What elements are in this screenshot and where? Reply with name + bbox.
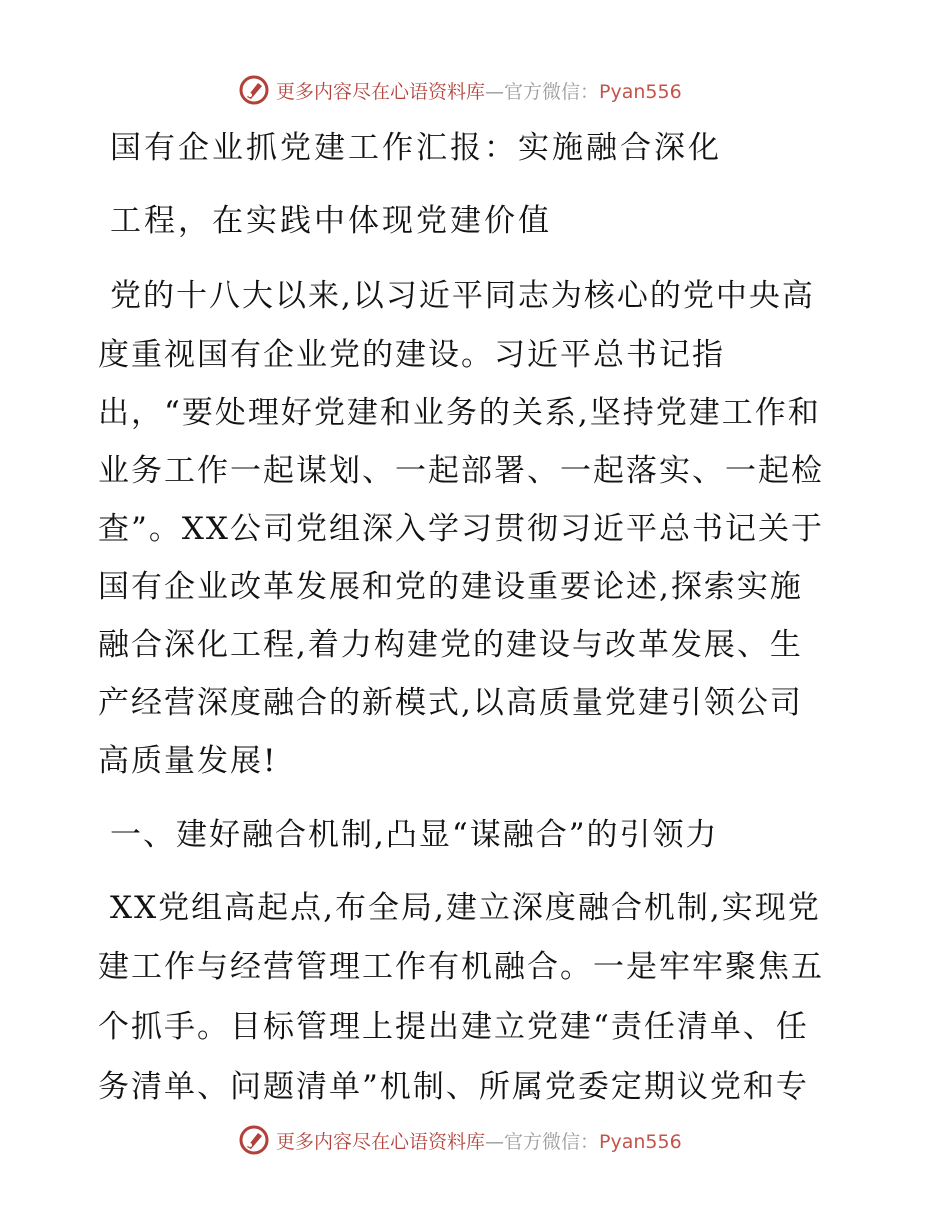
- footer-watermark: [238, 1123, 682, 1157]
- watermark-dash: —: [485, 80, 505, 103]
- watermark-text: [276, 77, 682, 104]
- watermark-main-text: 更多内容尽在心语资料库: [276, 1130, 486, 1153]
- document-title-line-2: 工程，在实践中体现党建价值: [110, 203, 552, 239]
- paragraph1-line-9: 高质量发展!: [98, 743, 278, 779]
- paragraph1-line-2: 度重视国有企业党的建设。习近平总书记指: [98, 337, 725, 373]
- paragraph1-line-4: 业务工作一起谋划、一起部署、一起落实、一起检: [98, 453, 824, 489]
- header-watermark: [238, 73, 682, 107]
- paragraph1-line-8: 产经营深度融合的新模式,以高质量党建引领公司: [98, 685, 803, 721]
- pen-nib-circle-logo-icon: [238, 74, 270, 106]
- paragraph1-line-5: 查”。XX公司党组深入学习贯彻习近平总书记关于: [98, 511, 824, 547]
- watermark-wechat-id: Pyan556: [599, 80, 682, 103]
- paragraph2-line-2: 建工作与经营管理工作有机融合。一是牢牢聚焦五: [98, 949, 824, 985]
- paragraph2-line-4: 务清单、问题清单”机制、所属党委定期议党和专: [98, 1069, 809, 1105]
- paragraph2-line-3: 个抓手。目标管理上提出建立党建“责任清单、任: [98, 1009, 809, 1045]
- paragraph1-line-1: 党的十八大以来,以习近平同志为核心的党中央高: [110, 278, 815, 314]
- document-title-line-1: 国有企业抓党建工作汇报：实施融合深化: [110, 130, 722, 166]
- watermark-wechat-id: Pyan556: [599, 1130, 682, 1153]
- paragraph2-line-1: XX党组高起点,布全局,建立深度融合机制,实现党: [110, 890, 821, 926]
- paragraph1-line-7: 融合深化工程,着力构建党的建设与改革发展、生: [98, 627, 803, 663]
- watermark-official-label: 官方微信：: [504, 80, 600, 103]
- paragraph1-line-3: 出，“要处理好党建和业务的关系,坚持党建工作和: [98, 395, 821, 431]
- watermark-text: [276, 1127, 682, 1154]
- paragraph1-line-6: 国有企业改革发展和党的建设重要论述,探索实施: [98, 569, 803, 605]
- section1-heading: 一、建好融合机制,凸显“谋融合”的引领力: [110, 817, 719, 853]
- pen-nib-circle-logo-icon: [238, 1124, 270, 1156]
- watermark-dash: —: [485, 1130, 505, 1153]
- watermark-official-label: 官方微信：: [504, 1130, 600, 1153]
- watermark-main-text: 更多内容尽在心语资料库: [276, 80, 486, 103]
